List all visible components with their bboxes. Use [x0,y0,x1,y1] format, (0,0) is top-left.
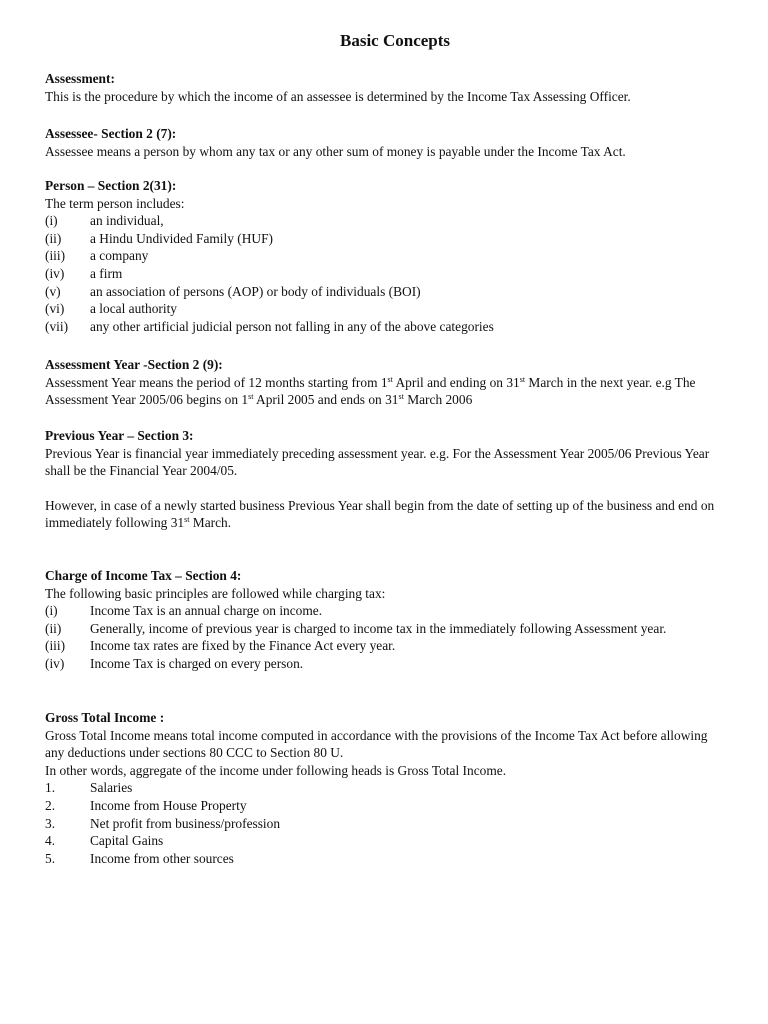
list-text: a local authority [90,301,178,317]
list-text: Net profit from business/profession [90,815,281,831]
section-intro: The term person includes: [45,195,185,211]
list-text: an individual, [90,213,164,229]
section-text: Gross Total Income means total income computed in accordance with the provisions of the Income Tax Act before allowing any deductions under sections 80 CCC to Section 80 U. [45,727,708,761]
list-text: Income from House Property [90,797,247,813]
list-text: a company [90,248,149,264]
list-text: Generally, income of previous year is charged to income tax in the immediately following Assessment year. [90,620,667,636]
section-assessment-year [45,356,725,409]
section-heading: Assessment Year -Section 2 (9): [45,357,223,372]
list-item [45,850,725,868]
list-item [45,779,725,797]
list-number: (iii) [45,638,66,654]
person-list [45,212,725,335]
list-number: (i) [45,213,58,229]
section-charge-of-income-tax [45,567,725,673]
list-item [45,212,725,230]
list-text: Capital Gains [90,833,164,849]
list-item [45,815,725,833]
list-text: Income Tax is charged on every person. [90,655,304,671]
list-text: a Hindu Undivided Family (HUF) [90,230,273,246]
section-heading: Assessment: [45,71,115,86]
list-text: a firm [90,265,123,281]
section-person [45,177,725,335]
list-number: (vii) [45,318,69,334]
list-item [45,620,725,638]
list-item [45,300,725,318]
list-item [45,637,725,655]
section-text-2: In other words, aggregate of the income under following heads is Gross Total Income. [45,762,507,778]
section-heading: Person – Section 2(31): [45,178,177,193]
list-number: 1. [45,780,56,796]
page-title: Basic Concepts [339,31,451,50]
list-text: Income from other sources [90,850,234,866]
section-text: Assessee means a person by whom any tax or any other sum of money is payable under the Income Tax Act. [45,143,626,159]
section-heading: Previous Year – Section 3: [45,428,194,443]
list-item [45,655,725,673]
list-text: an association of persons (AOP) or body of individuals (BOI) [90,283,421,299]
list-number: (iv) [45,265,65,281]
list-number: (vi) [45,301,65,317]
section-text: Assessment Year means the period of 12 months starting from 1st April and ending on 31st March in the next year. e.g The Assessment Year 2005/06 begins on 1st April 2005 and ends on 31st March 2006 [45,374,696,408]
section-intro: The following basic principles are followed while charging tax: [45,585,386,601]
section-heading: Charge of Income Tax – Section 4: [45,568,242,583]
list-number: (iii) [45,248,66,264]
list-item [45,247,725,265]
section-text: This is the procedure by which the income of an assessee is determined by the Income Tax Assessing Officer. [45,88,631,104]
list-number: (ii) [45,620,62,636]
section-assessee [45,125,725,160]
income-heads-list [45,779,725,867]
section-previous-year [45,427,725,532]
section-assessment [45,70,725,105]
list-number: 5. [45,850,56,866]
section-text: Previous Year is financial year immediately preceding assessment year. e.g. For the Assessment Year 2005/06 Previous Year shall be the Financial Year 2004/05. [45,445,710,479]
list-number: 3. [45,815,56,831]
list-text: Income tax rates are fixed by the Finance Act every year. [90,638,396,654]
list-item [45,230,725,248]
list-item [45,832,725,850]
list-item [45,283,725,301]
list-item [45,318,725,336]
section-heading: Assessee- Section 2 (7): [45,126,177,141]
list-item [45,602,725,620]
list-number: (i) [45,603,58,619]
list-number: (ii) [45,230,62,246]
list-number: 4. [45,833,56,849]
list-item [45,797,725,815]
section-gross-total-income [45,709,725,867]
list-number: 2. [45,797,56,813]
section-heading: Gross Total Income : [45,710,165,725]
list-number: (v) [45,283,61,299]
charge-list [45,602,725,672]
list-item [45,265,725,283]
list-number: (iv) [45,655,65,671]
list-text: Income Tax is an annual charge on income. [90,603,323,619]
list-text: Salaries [90,780,133,796]
section-text-2: However, in case of a newly started business Previous Year shall begin from the date of setting up of the business and end on immediately following 31st March. [45,497,715,531]
list-text: any other artificial judicial person not falling in any of the above categories [90,318,494,334]
